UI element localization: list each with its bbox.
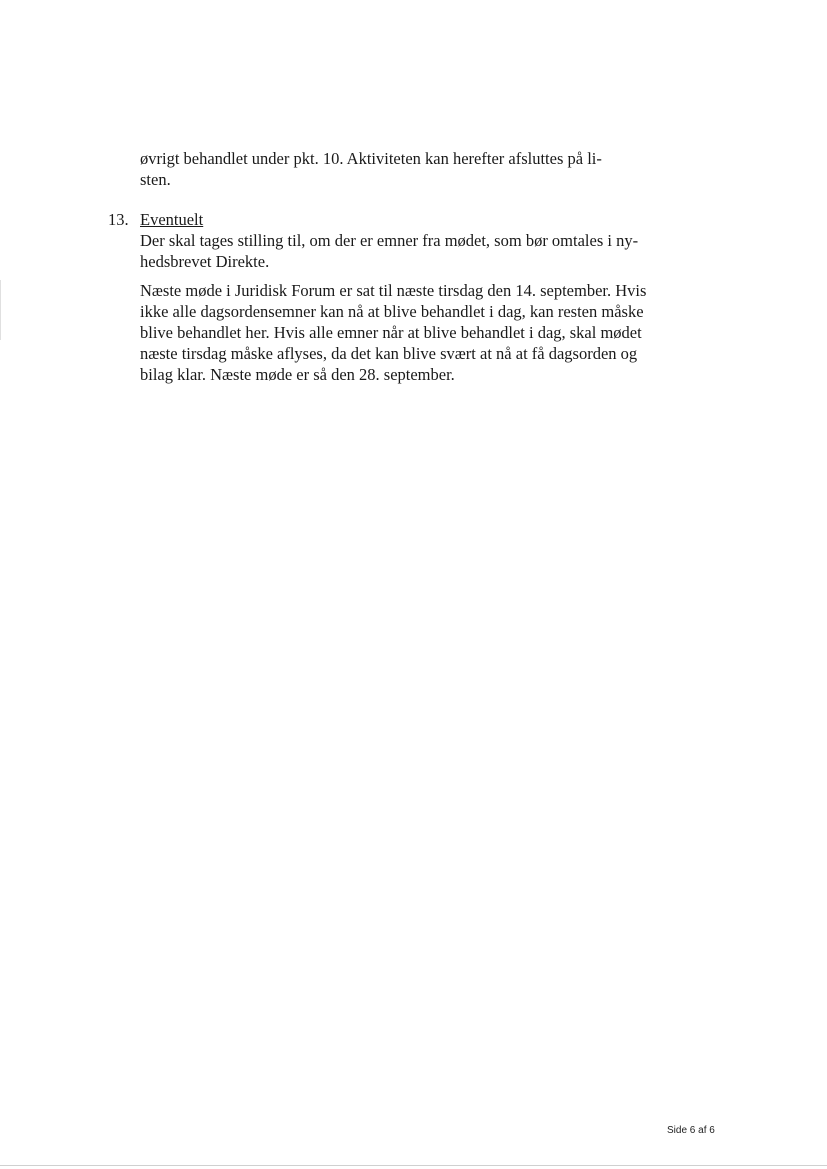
paragraph-line: øvrigt behandlet under pkt. 10. Aktiviteten kan herefter afsluttes på li- — [140, 149, 602, 168]
paragraph-line: ikke alle dagsordensemner kan nå at blive behandlet i dag, kan resten måske — [140, 302, 644, 321]
next-meeting-paragraph — [140, 280, 647, 385]
paragraph-line: Der skal tages stilling til, om der er emner fra mødet, som bør omtales i ny- — [140, 231, 639, 250]
agenda-item-13 — [108, 209, 640, 272]
page-number-footer: Side 6 af 6 — [667, 1125, 715, 1136]
paragraph-line: næste tirsdag måske aflyses, da det kan blive svært at nå at få dagsorden og — [140, 344, 638, 363]
paragraph-line: hedsbrevet Direkte. — [140, 252, 270, 271]
page-bottom-rule — [0, 1165, 827, 1166]
scan-edge-mark — [0, 280, 1, 340]
paragraph-line: Næste møde i Juridisk Forum er sat til næste tirsdag den 14. september. Hvis — [140, 281, 647, 300]
paragraph-line: bilag klar. Næste møde er så den 28. september. — [140, 365, 455, 384]
paragraph-line: blive behandlet her. Hvis alle emner når at blive behandlet i dag, skal mødet — [140, 323, 642, 342]
paragraph-line: sten. — [140, 170, 171, 189]
continuation-paragraph — [140, 148, 640, 190]
agenda-item-number: 13. — [108, 210, 129, 229]
agenda-item-heading: Eventuelt — [140, 210, 204, 229]
